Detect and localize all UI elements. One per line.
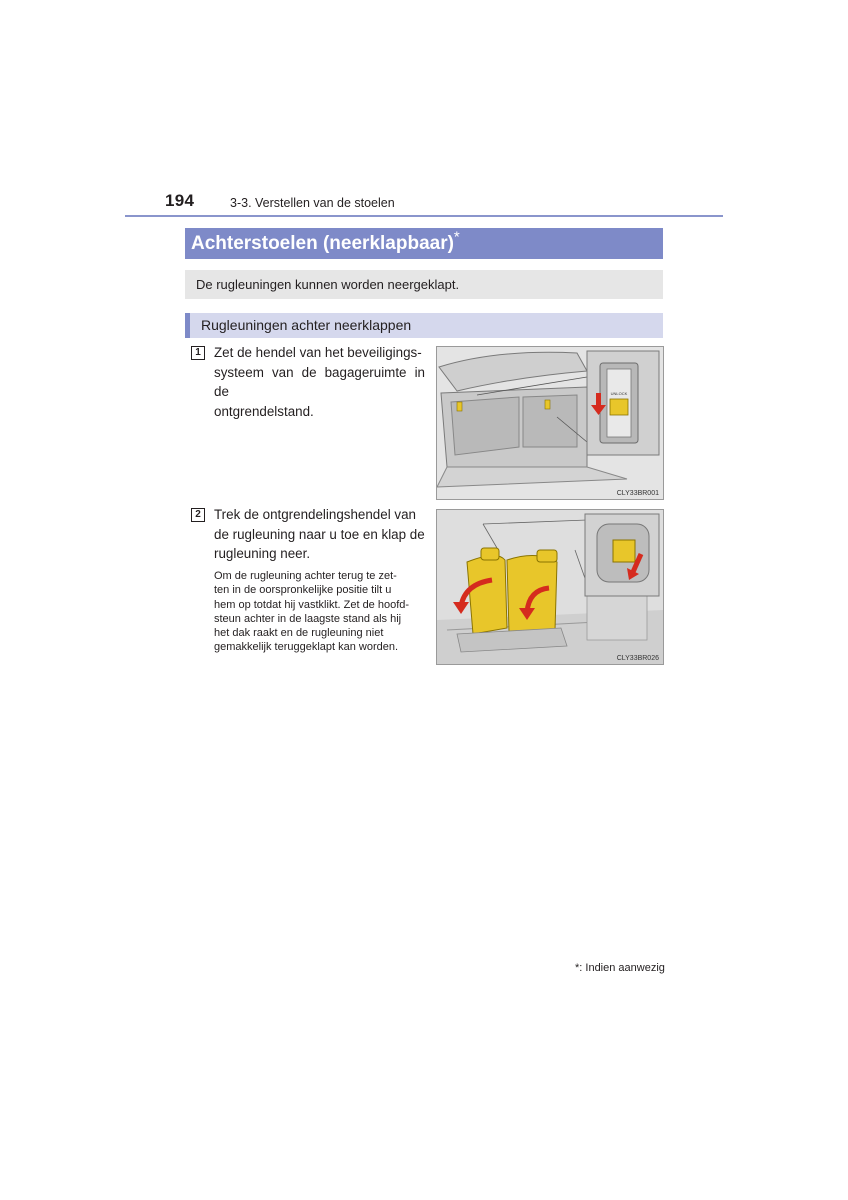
footnote-marker: *	[575, 962, 580, 974]
trunk-lock-figure	[436, 346, 664, 500]
seat-illustration	[437, 510, 663, 664]
note-line: gemakkelijk teruggeklapt kan worden.	[214, 641, 399, 654]
step-2-line: Trek de ontgrendelingshendel van	[214, 507, 416, 522]
figure-code: CLY33BR001	[616, 490, 659, 497]
section-title-text: Achterstoelen (neerklapbaar)	[191, 233, 454, 254]
note-line: ten in de oorspronkelijke positie tilt u	[214, 584, 392, 597]
page-number: 194	[165, 191, 195, 210]
step-2-note	[214, 569, 425, 655]
footnote-text: : Indien aanwezig	[579, 962, 665, 974]
step-1-line: ontgrendelstand.	[214, 403, 314, 419]
step-1-text	[214, 343, 425, 421]
step-2-text	[214, 505, 425, 564]
seat-fold-figure	[436, 509, 664, 665]
footnote	[575, 962, 665, 974]
note-line: steun achter in de laagste stand als hij	[214, 612, 402, 625]
figure-code: CLY33BR026	[616, 655, 659, 662]
subheading: Rugleuningen achter neerklappen	[185, 313, 663, 338]
section-reference: 3-3. Verstellen van de stoelen	[230, 196, 395, 210]
step-number-1: 1	[191, 346, 205, 360]
step-1-line: Zet de hendel van het beveiligings-	[214, 345, 422, 360]
availability-marker: *	[453, 228, 460, 246]
trunk-illustration	[437, 347, 663, 499]
note-line: hem op totdat hij vastklikt. Zet de hoofd-	[214, 598, 410, 611]
step-2-line: de rugleuning naar u toe en klap de	[214, 526, 425, 542]
note-line: het dak raakt en de rugleuning niet	[214, 627, 384, 640]
step-2-line: rugleuning neer.	[214, 546, 311, 561]
intro-box: De rugleuningen kunnen worden neergeklapt.	[185, 270, 663, 299]
unlock-label: UNLOCK	[610, 391, 628, 396]
header-divider	[125, 215, 723, 217]
note-line: Om de rugleuning achter terug te zet-	[214, 570, 397, 582]
section-title	[185, 228, 663, 259]
step-number-2: 2	[191, 508, 205, 522]
step-1-line: systeem van de bagageruimte in de	[214, 364, 425, 399]
